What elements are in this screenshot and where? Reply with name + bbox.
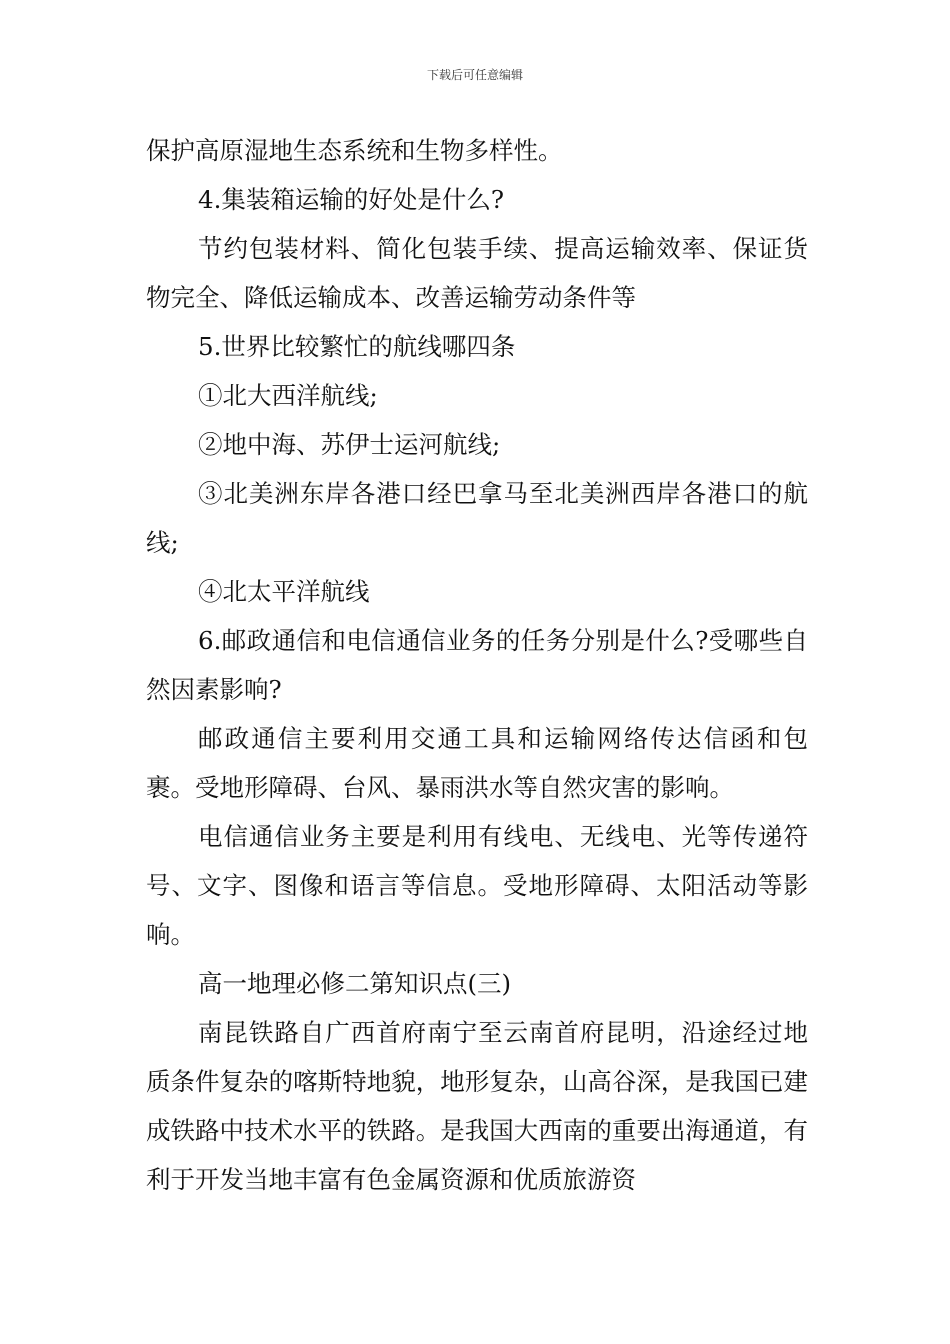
paragraph: 电信通信业务主要是利用有线电、无线电、光等传递符号、文字、图像和语言等信息。受地形障碍、太阳活动等影响。 (146, 822, 808, 949)
question-heading: 6.邮政通信和电信通信业务的任务分别是什么?受哪些自然因素影响? (146, 626, 808, 704)
list-item: ③北美洲东岸各港口经巴拿马至北美洲西岸各港口的航线; (146, 479, 808, 557)
question-heading: 4.集装箱运输的好处是什么? (198, 185, 505, 214)
section-heading: 高一地理必修二第知识点(三) (198, 969, 512, 998)
paragraph: 邮政通信主要利用交通工具和运输网络传达信函和包裹。受地形障碍、台风、暴雨洪水等自然灾害的影响。 (146, 724, 808, 802)
document-body (146, 126, 808, 1204)
list-item: ④北太平洋航线 (198, 577, 370, 606)
list-item: ①北大西洋航线; (198, 381, 378, 410)
paragraph: 南昆铁路自广西首府南宁至云南首府昆明，沿途经过地质条件复杂的喀斯特地貌，地形复杂，山高谷深，是我国已建成铁路中技术水平的铁路。是我国大西南的重要出海通道，有利于开发当地丰富有色金属资源和优质旅游资 (146, 1018, 808, 1194)
paragraph: 保护高原湿地生态系统和生物多样性。 (146, 136, 563, 165)
question-heading: 5.世界比较繁忙的航线哪四条 (198, 332, 516, 361)
page-header: 下载后可任意编辑 (426, 68, 523, 82)
list-item: ②地中海、苏伊士运河航线; (198, 430, 501, 459)
paragraph: 节约包装材料、简化包装手续、提高运输效率、保证货物完全、降低运输成本、改善运输劳动条件等 (146, 234, 808, 312)
